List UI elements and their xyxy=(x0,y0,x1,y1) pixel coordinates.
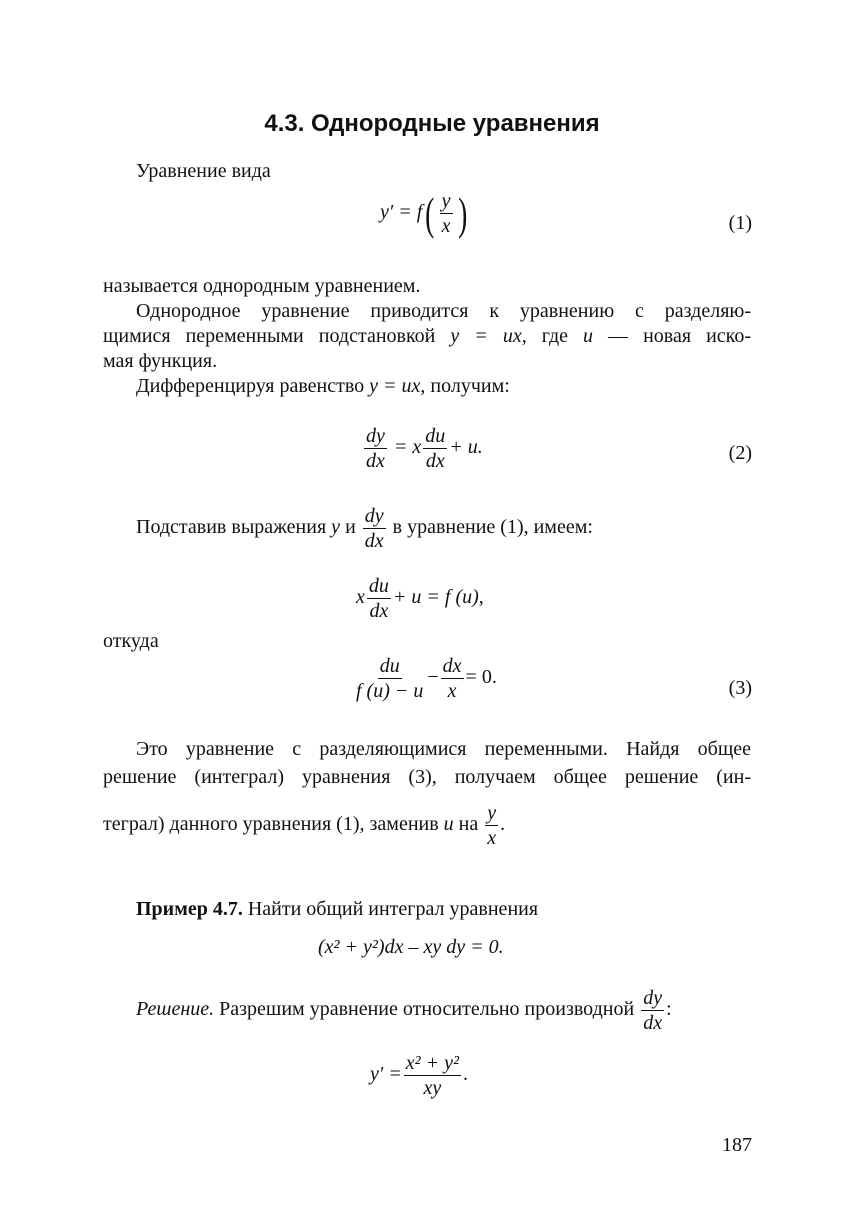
denominator: dx xyxy=(425,450,445,472)
equation-2-label: (2) xyxy=(728,442,752,464)
eq1-numerator: y xyxy=(441,190,451,212)
equation-1-label: (1) xyxy=(728,212,752,234)
denominator: dx xyxy=(366,450,385,472)
text-span: на xyxy=(453,813,484,835)
example-title xyxy=(136,896,538,922)
numerator: dy xyxy=(364,504,384,527)
text-span: : xyxy=(666,998,672,1020)
paragraph-conclusion-line2: решение (интеграл) уравнения (3), получаем общее решение (ин- xyxy=(103,766,751,788)
page-number: 187 xyxy=(722,1134,752,1156)
math-expression: (x² + y²)dx – xy dy = 0. xyxy=(318,936,504,958)
text-span: в уравнение (1), имеем: xyxy=(387,516,593,538)
eq3-end: = 0. xyxy=(465,666,497,689)
paragraph-conclusion-line3 xyxy=(103,800,505,849)
eq2-middle: = x xyxy=(393,436,422,459)
eq2-end: + u. xyxy=(449,436,483,459)
denominator: dx xyxy=(643,1011,663,1034)
inline-fraction xyxy=(363,505,386,552)
eq1-lhs: y′ = f xyxy=(380,201,423,224)
math-var: u xyxy=(583,325,594,347)
text-span: теграл) данного уравнения (1), заменив xyxy=(103,813,444,835)
fraction xyxy=(367,575,391,622)
inline-fraction xyxy=(485,802,498,849)
math-var: x xyxy=(356,586,365,609)
paragraph-differentiate xyxy=(136,373,510,399)
eq2-right-fraction xyxy=(423,425,447,472)
eq5-lhs: y′ = xyxy=(370,1063,402,1086)
numerator: x² + y² xyxy=(405,1052,459,1074)
numerator: dx xyxy=(442,655,462,677)
numerator: du xyxy=(379,655,400,677)
denominator: xy xyxy=(423,1077,442,1099)
paragraph-whence: откуда xyxy=(103,630,159,652)
math-var: y = ux xyxy=(369,375,421,397)
example-equation xyxy=(318,936,504,959)
numerator: du xyxy=(425,425,446,447)
paragraph-conclusion-line1: Это уравнение с разделяющимися переменными. Найдя общее xyxy=(136,738,751,760)
paragraph-equation-intro: Уравнение вида xyxy=(136,160,271,182)
eq4-end: + u = f (u), xyxy=(392,586,484,609)
eq2-left-fraction xyxy=(364,425,387,472)
text-span: щимися переменными подстановкой xyxy=(103,325,451,347)
text-span: Дифференцируя равенство xyxy=(136,375,370,397)
denominator: dx xyxy=(364,529,384,552)
text-span: . xyxy=(500,813,506,835)
text-span: , где xyxy=(521,325,584,347)
eq1-denominator: x xyxy=(441,215,451,237)
text-span: . xyxy=(463,1063,468,1086)
eq1-fraction xyxy=(440,190,453,237)
eq3-left-fraction xyxy=(354,655,425,702)
equation-3-label: (3) xyxy=(728,677,752,699)
eq3-right-fraction xyxy=(441,655,464,702)
numerator: dy xyxy=(643,986,663,1009)
denominator: dx xyxy=(369,600,389,622)
minus-sign: − xyxy=(427,666,439,689)
left-paren: ( xyxy=(425,187,435,239)
denominator: x xyxy=(447,680,457,702)
text-span: и xyxy=(340,516,361,538)
math-var: y = ux xyxy=(450,325,522,347)
paragraph-substitution-line2 xyxy=(103,323,751,349)
right-paren: ) xyxy=(457,187,467,239)
paragraph-homogeneous-def: называется однородным уравнением. xyxy=(103,275,421,297)
example-label: Пример 4.7. xyxy=(136,898,243,920)
paragraph-substitute xyxy=(136,503,593,552)
math-var: y xyxy=(331,516,341,538)
equation-3 xyxy=(352,655,497,702)
fraction xyxy=(404,1052,461,1099)
text-span: Найти общий интеграл уравнения xyxy=(242,898,539,920)
section-heading: 4.3. Однородные уравнения xyxy=(264,110,600,137)
solution-label: Решение. xyxy=(136,998,215,1020)
paragraph-substitution-line1: Однородное уравнение приводится к уравнению с разделяю- xyxy=(136,300,751,322)
math-var: u xyxy=(443,813,454,835)
text-span: , получим: xyxy=(420,375,510,397)
numerator: y xyxy=(487,801,497,824)
text-span: Подставив выражения xyxy=(136,516,332,538)
equation-substituted xyxy=(356,575,484,622)
inline-fraction xyxy=(641,987,664,1034)
equation-2 xyxy=(362,425,483,472)
text-span: Разрешим уравнение относительно производной xyxy=(214,998,640,1020)
paragraph-substitution-line3: мая функция. xyxy=(103,350,218,372)
equation-derivative xyxy=(370,1052,468,1099)
numerator: du xyxy=(368,575,389,597)
numerator: dy xyxy=(366,425,385,447)
solution-line xyxy=(136,985,672,1034)
equation-1 xyxy=(380,187,470,239)
denominator: x xyxy=(487,826,497,849)
text-span: — новая иско- xyxy=(593,325,752,347)
denominator: f (u) − u xyxy=(356,680,424,702)
